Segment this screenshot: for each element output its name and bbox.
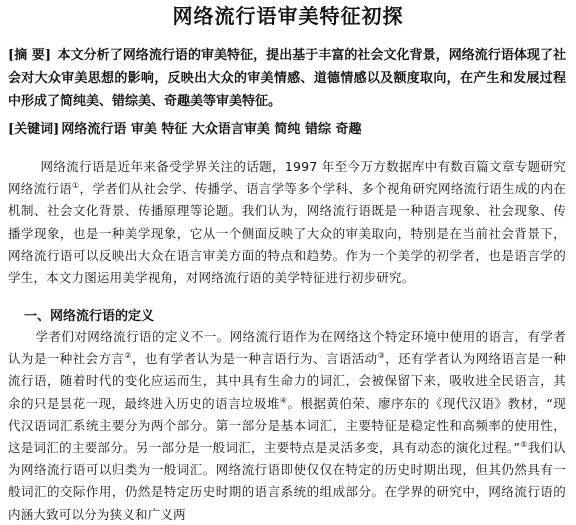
keywords-label: [关键词] xyxy=(8,122,60,137)
intro-paragraph xyxy=(8,156,566,289)
footnote-marker: ① xyxy=(72,181,80,191)
section-heading: 一、网络流行语的定义 xyxy=(24,309,155,324)
intro-text-b: ，学者们从社会学、传播学、语言学等多个学科、多个视角研究网络流行语生成的内在机制、社会文化背景、传播原理等论题。我们认为，网络流行语既是一种语言现象、社会现象、传播学现象，也是一种美学现象，它从一个侧面反映了大众的审美取向，特别是在当前社会背景下，网络流行语可以反映出大众在语言审美方面的特点和趋势。作为一个美学的初学者，也是语言学的学生，本文力图运用美学视角，对网络流行语的美学特征进行初步研究。 xyxy=(8,181,566,286)
intro-section xyxy=(8,156,566,289)
document-title: 网络流行语审美特征初探 xyxy=(172,4,404,28)
definition-text-2: ，也有学者认为是一种言语行为、言语活动 xyxy=(131,351,378,367)
definition-paragraph xyxy=(8,326,566,525)
definition-text-5: 我们认为网络流行语可以归类为一般词汇。网络流行语即使仅仅在特定的历史时期出现，但其仍然具有一般词汇的交际作用，仍然是特定历史时期的语言系统的组成部分。在学界的研究中，网络流行语的内涵大致可以分为狭义和广义两 xyxy=(8,440,566,522)
footnote-marker: ⑤ xyxy=(520,439,528,449)
definition-text-1: 学者们对网络流行语的定义不一。网络流行语作为在网络这个特定环境中使用的语言，有学者认为是一种社会方言 xyxy=(8,329,566,367)
footnote-marker: ② xyxy=(124,351,132,361)
definition-text-3: ，还有学者认为网络语言是一种流行语，随着时代的变化应运而生，其中具有生命力的词汇，会被保留下来，吸收进全民语言，其余的只是昙花一现，最终进入历史的语言垃圾堆 xyxy=(8,351,566,411)
intro-text-a: 网络流行语是近年来备受学界关注的话题，1997 年至今万方数据库中有数百篇文章专题研究网络流行语 xyxy=(8,159,566,197)
keywords xyxy=(8,120,566,140)
definition-text-4: 。根据黄伯荣、廖序东的《现代汉语》教材，“现代汉语词汇系统主要分为两个部分。第一部分是基本词汇，主要特征是稳定性和高频率的使用性，这是词汇的主要部分。另一部分是一般词汇，主要特点是灵活多变，具有动态的演化过程。” xyxy=(8,395,567,456)
keywords-text: 网络流行语 审美 特征 大众语言审美 简纯 错综 奇趣 xyxy=(61,122,362,137)
abstract xyxy=(8,44,566,113)
abstract-text: 本文分析了网络流行语的审美特征，提出基于丰富的社会文化背景，网络流行语体现了社会对大众审美思想的影响，反映出大众的审美情感、道德情感以及额度取向，在产生和发展过程中形成了简纯美、错综美、奇趣美等审美特征。 xyxy=(8,48,566,109)
abstract-label: [摘 要] xyxy=(8,48,51,63)
footnote-marker: ④ xyxy=(279,395,288,405)
footnote-marker: ③ xyxy=(377,351,386,361)
definition-section xyxy=(8,326,566,525)
